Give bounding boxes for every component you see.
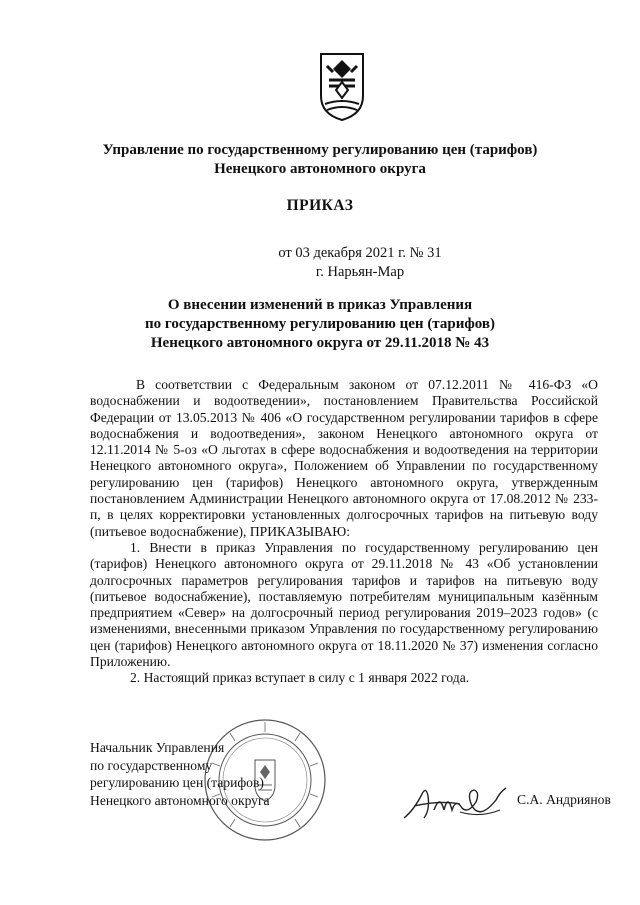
handwritten-signature	[400, 780, 510, 825]
subject-line-1: О внесении изменений в приказ Управления	[167, 297, 473, 313]
order-item-2: 2. Настоящий приказ вступает в силу с 1 января 2022 года.	[130, 670, 470, 686]
organization-line-1: Управление по государственному регулированию цен (тарифов)	[102, 142, 538, 158]
signatory-line-1: Начальник Управления	[90, 740, 225, 755]
order-item-1: 1. Внести в приказ Управления по государственному регулированию цен (тарифов) Ненецкого автономного округа от 29.11.2018 № 43 «Об установлении долгосрочных параметров регулирования тарифов и тарифов на питьевую воду (питьевое водоснабжение), поставляемую потребителям муниципальным казённым предприятием «Север» на долгосрочный период регулирования 2019–2023 годов» (с изменениями, внесенными приказом Управления по государственному регулированию цен (тарифов) Ненецкого автономного округа от 18.11.2020 № 37) изменения согласно Приложению.	[90, 539, 598, 670]
organization-line-2: Ненецкого автономного округа	[214, 161, 426, 177]
signatory-line-4: Ненецкого автономного округа	[90, 792, 270, 808]
signatory-name: С.А. Андриянов	[517, 792, 611, 807]
document-date-number: от 03 декабря 2021 г. № 31	[278, 245, 442, 261]
signatory-line-2: по государственному	[90, 757, 213, 773]
coat-of-arms-emblem	[317, 52, 367, 122]
document-place: г. Нарьян-Мар	[315, 264, 405, 280]
signatory-line-3: регулированию цен (тарифов)	[90, 775, 264, 790]
signatory-position	[90, 739, 270, 809]
subject-line-2: по государственному регулированию цен (тарифов)	[145, 316, 495, 332]
subject-line-3: Ненецкого автономного округа от 29.11.2018 № 43	[150, 335, 490, 351]
document-type: ПРИКАЗ	[286, 197, 354, 214]
date-place-block	[40, 244, 640, 282]
document-subject	[0, 296, 640, 353]
document-body	[90, 377, 598, 687]
organization-name	[0, 141, 640, 179]
preamble-paragraph: В соответствии с Федеральным законом от 07.12.2011 № 416-ФЗ «О водоснабжении и водоотведении», постановлением Правительства Российской Федерации от 13.05.2013 № 406 «О государственном регулировании тарифов в сфере водоснабжения и водоотведения», законом Ненецкого автономного округа от 12.11.2014 № 5-оз «О льготах в сфере водоснабжения и водоотведения на территории Ненецкого автономного округа», Положением об Управлении по государственному регулированию цен (тарифов) Ненецкого автономного округа, утвержденным постановлением Администрации Ненецкого автономного округа от 17.08.2012 № 233-п, в целях корректировки установленных долгосрочных тарифов на питьевую воду (питьевое водоснабжение), ПРИКАЗЫВАЮ:	[90, 377, 598, 539]
